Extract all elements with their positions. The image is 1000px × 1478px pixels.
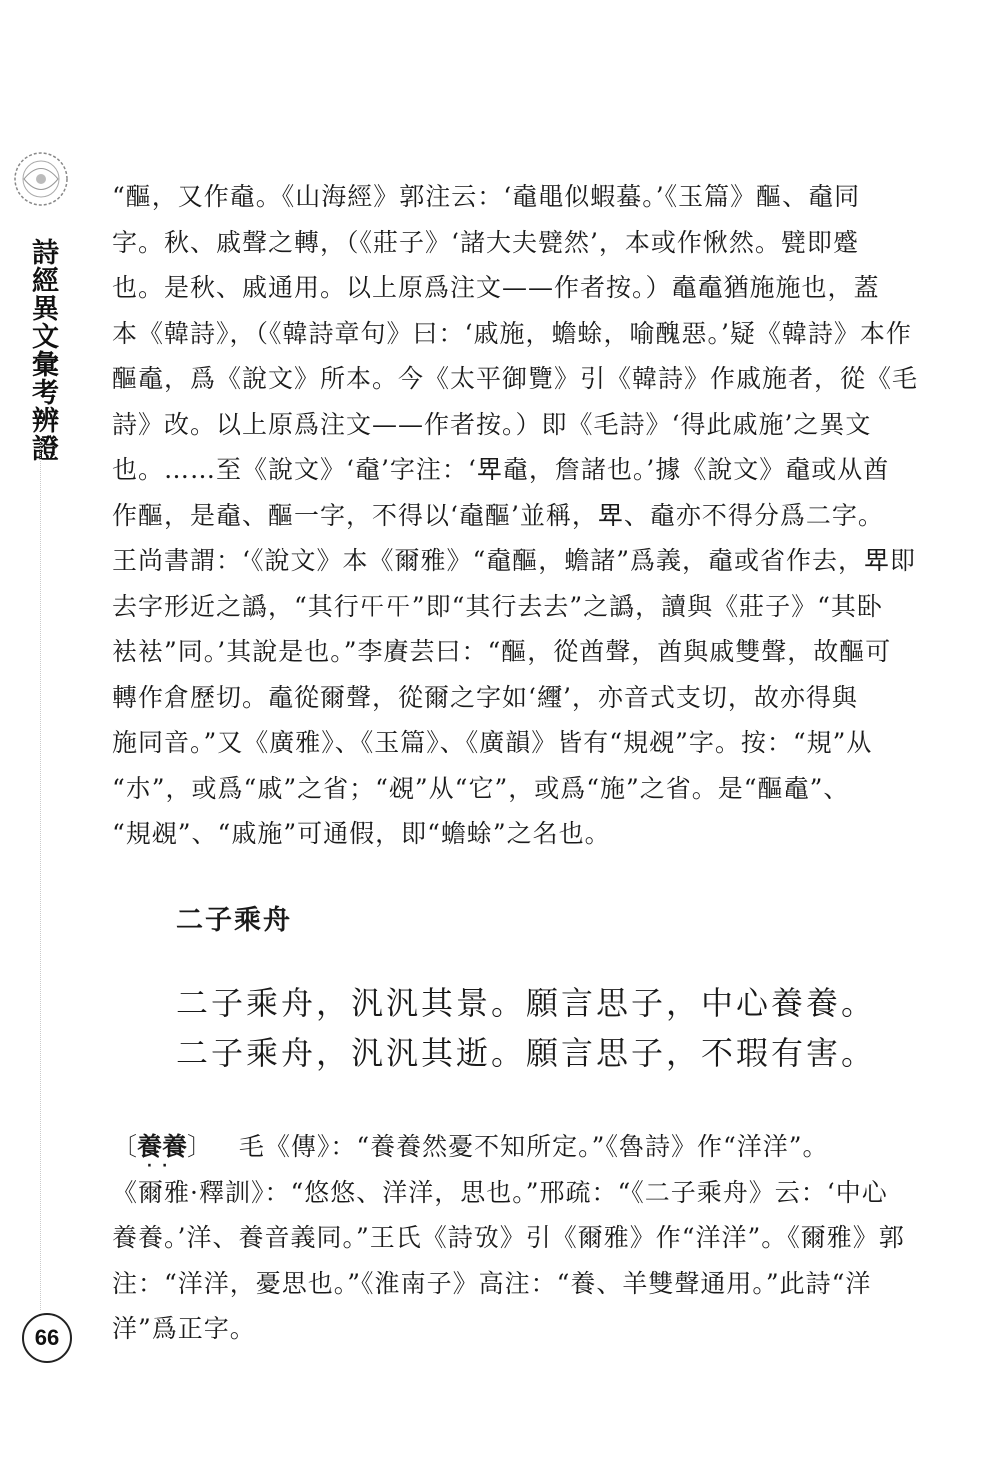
note-first-line-text: 毛《傳》：“養養然憂不知所定。”《魯詩》作“洋洋”。 xyxy=(238,1132,829,1161)
note-line: 養養。’洋、養音義同。”王氏《詩攷》引《爾雅》作“洋洋”。《爾雅》郭 xyxy=(112,1223,905,1252)
commentary-line: 施同音。”又《廣雅》、《玉篇》、《廣韻》皆有“規覕”字。按：“規”从 xyxy=(112,728,873,757)
commentary-line: 本《韓詩》，（《韓詩章句》曰：‘戚施，蟾蜍，喻醜惡。’疑《韓詩》本作 xyxy=(112,318,912,348)
margin-divider xyxy=(40,440,41,1310)
poem-line: 二子乘舟，汎汎其逝。願言思子，不瑕有害。 xyxy=(176,1034,877,1072)
commentary-line: 醧鼁，爲《說文》所本。今《太平御覽》引《韓詩》作戚施者，從《毛 xyxy=(112,364,919,393)
running-header-book-title: 詩經異文彙考辨證 xyxy=(27,238,58,462)
commentary-line: 詩》改。以上原爲注文——作者按。）即《毛詩》‘得此戚施’之異文 xyxy=(112,409,872,439)
page-number: 66 xyxy=(22,1313,72,1363)
note-term-text: 養養 xyxy=(137,1132,188,1161)
seal-ornament-icon xyxy=(10,148,72,210)
poem-title: 二子乘舟 xyxy=(176,905,292,936)
commentary-line: 作醧，是鼀、醧一字，不得以‘鼀醧’並稱，𤰞、鼀亦不得分爲二字。 xyxy=(112,500,884,530)
note-bracket-open: 〔 xyxy=(112,1132,138,1161)
emphasis-dots: ·· xyxy=(146,1158,178,1174)
commentary-line: “朩”，或爲“戚”之省；“覕”从“它”，或爲“施”之省。是“醧鼁”、 xyxy=(112,773,850,803)
poem-text xyxy=(176,978,876,1078)
commentary-line: 字。秋、戚聲之轉，（《莊子》‘諸大夫甓然’，本或作愀然。甓即蹙 xyxy=(112,227,859,257)
commentary-line: 袪袪”同。’其說是也。”李賡芸曰：“醧，從酋聲，酋與戚雙聲，故醧可 xyxy=(112,637,892,666)
commentary-line: 王尚書謂：‘《說文》本《爾雅》“鼀醧，蟾諸”爲義，鼀或省作去，𤰞即 xyxy=(112,546,917,575)
note-line: 注：“洋洋，憂思也。”《淮南子》高注：“養、羊雙聲通用。”此詩“洋 xyxy=(112,1268,872,1298)
commentary-line: “規覕”、“戚施”可通假，即“蟾蜍”之名也。 xyxy=(112,819,611,848)
commentary-line: 轉作倉歷切。鼁從爾聲，從爾之字如‘䌳’，亦音式支切，故亦得與 xyxy=(112,682,858,712)
commentary-paragraph xyxy=(112,174,919,857)
commentary-line: 也。……至《說文》‘鼀’字注：‘𤰞鼀，詹諸也。’據《說文》鼀或从酋 xyxy=(112,455,890,484)
note-first-line xyxy=(112,1124,872,1174)
note-paragraph xyxy=(112,1124,905,1352)
note-line: 洋”爲正字。 xyxy=(112,1314,256,1343)
note-bracket-close: 〕 xyxy=(187,1132,213,1161)
commentary-line: “醧，又作鼀。《山海經》郭注云：‘鼀黽似蝦蟇。’《玉篇》醧、鼀同 xyxy=(112,182,861,211)
poem-line: 二子乘舟，汎汎其景。願言思子，中心養養。 xyxy=(176,984,877,1022)
note-heading xyxy=(112,1132,213,1174)
commentary-line: 也。是秋、戚通用。以上原爲注文——作者按。）鼁鼁猶施施也，蓋 xyxy=(112,273,880,302)
note-term xyxy=(137,1132,188,1174)
note-line: 《爾雅·釋訓》：“悠悠、洋洋，思也。”邢疏：“《二子乘舟》云：‘中心 xyxy=(112,1177,888,1207)
commentary-line: 去字形近之譌，“其行𡕒𡕒”即“其行去去”之譌，讀與《莊子》“其卧 xyxy=(112,591,883,621)
